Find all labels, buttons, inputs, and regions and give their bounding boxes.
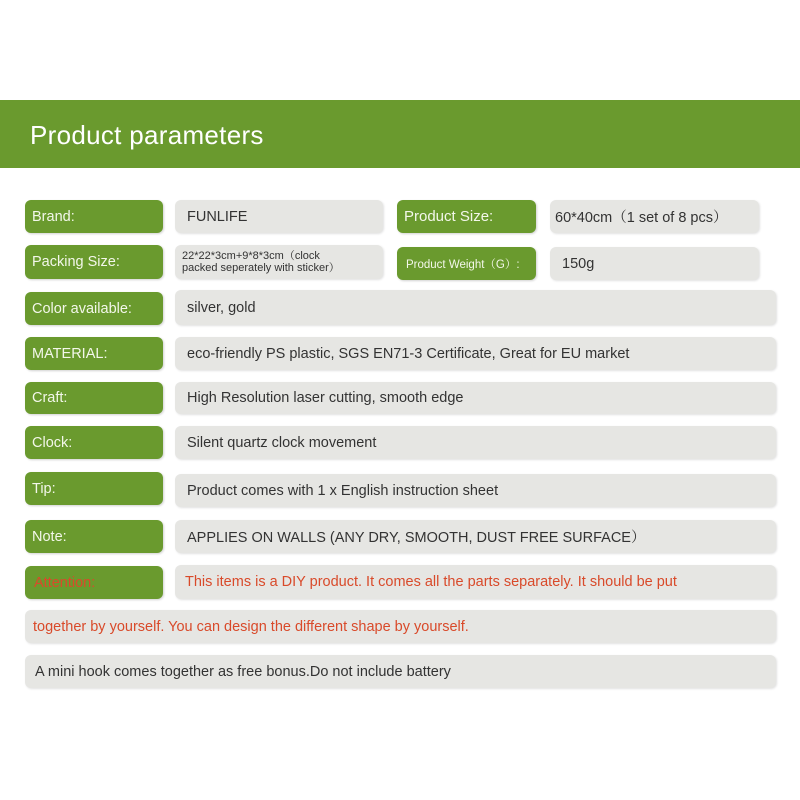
brand-value: FUNLIFE (175, 200, 383, 233)
color-label: Color available: (25, 292, 163, 325)
packing-size-label: Packing Size: (25, 245, 163, 279)
packing-size-value (175, 245, 383, 279)
page-title: Product parameters (30, 120, 264, 150)
material-value: eco-friendly PS plastic, SGS EN71-3 Certificate, Great for EU market (175, 337, 776, 370)
material-label: MATERIAL: (25, 337, 163, 370)
attention-label: Attention: (25, 566, 163, 599)
product-weight-value: 150g (550, 247, 759, 280)
craft-label: Craft: (25, 382, 163, 414)
packing-size-line-2: packed seperately with sticker） (182, 262, 340, 274)
product-weight-label: Product Weight（G）: (397, 247, 536, 280)
note-label: Note: (25, 520, 163, 553)
craft-value: High Resolution laser cutting, smooth edge (175, 382, 776, 414)
tip-value: Product comes with 1 x English instruction sheet (175, 474, 776, 507)
packing-size-line-1: 22*22*3cm+9*8*3cm（clock (182, 250, 320, 262)
attention-value: This items is a DIY product. It comes all the parts separately. It should be put (175, 565, 776, 599)
header-banner (0, 100, 800, 168)
brand-label: Brand: (25, 200, 163, 233)
note-value: APPLIES ON WALLS (ANY DRY, SMOOTH, DUST FREE SURFACE） (175, 520, 776, 553)
product-size-value: 60*40cm（1 set of 8 pcs） (550, 200, 759, 233)
bonus-note: A mini hook comes together as free bonus.Do not include battery (25, 655, 776, 688)
clock-label: Clock: (25, 426, 163, 459)
clock-value: Silent quartz clock movement (175, 426, 776, 459)
tip-label: Tip: (25, 472, 163, 505)
color-value: silver, gold (175, 290, 776, 325)
attention-continued: together by yourself. You can design the different shape by yourself. (25, 610, 776, 643)
product-size-label: Product Size: (397, 200, 536, 233)
